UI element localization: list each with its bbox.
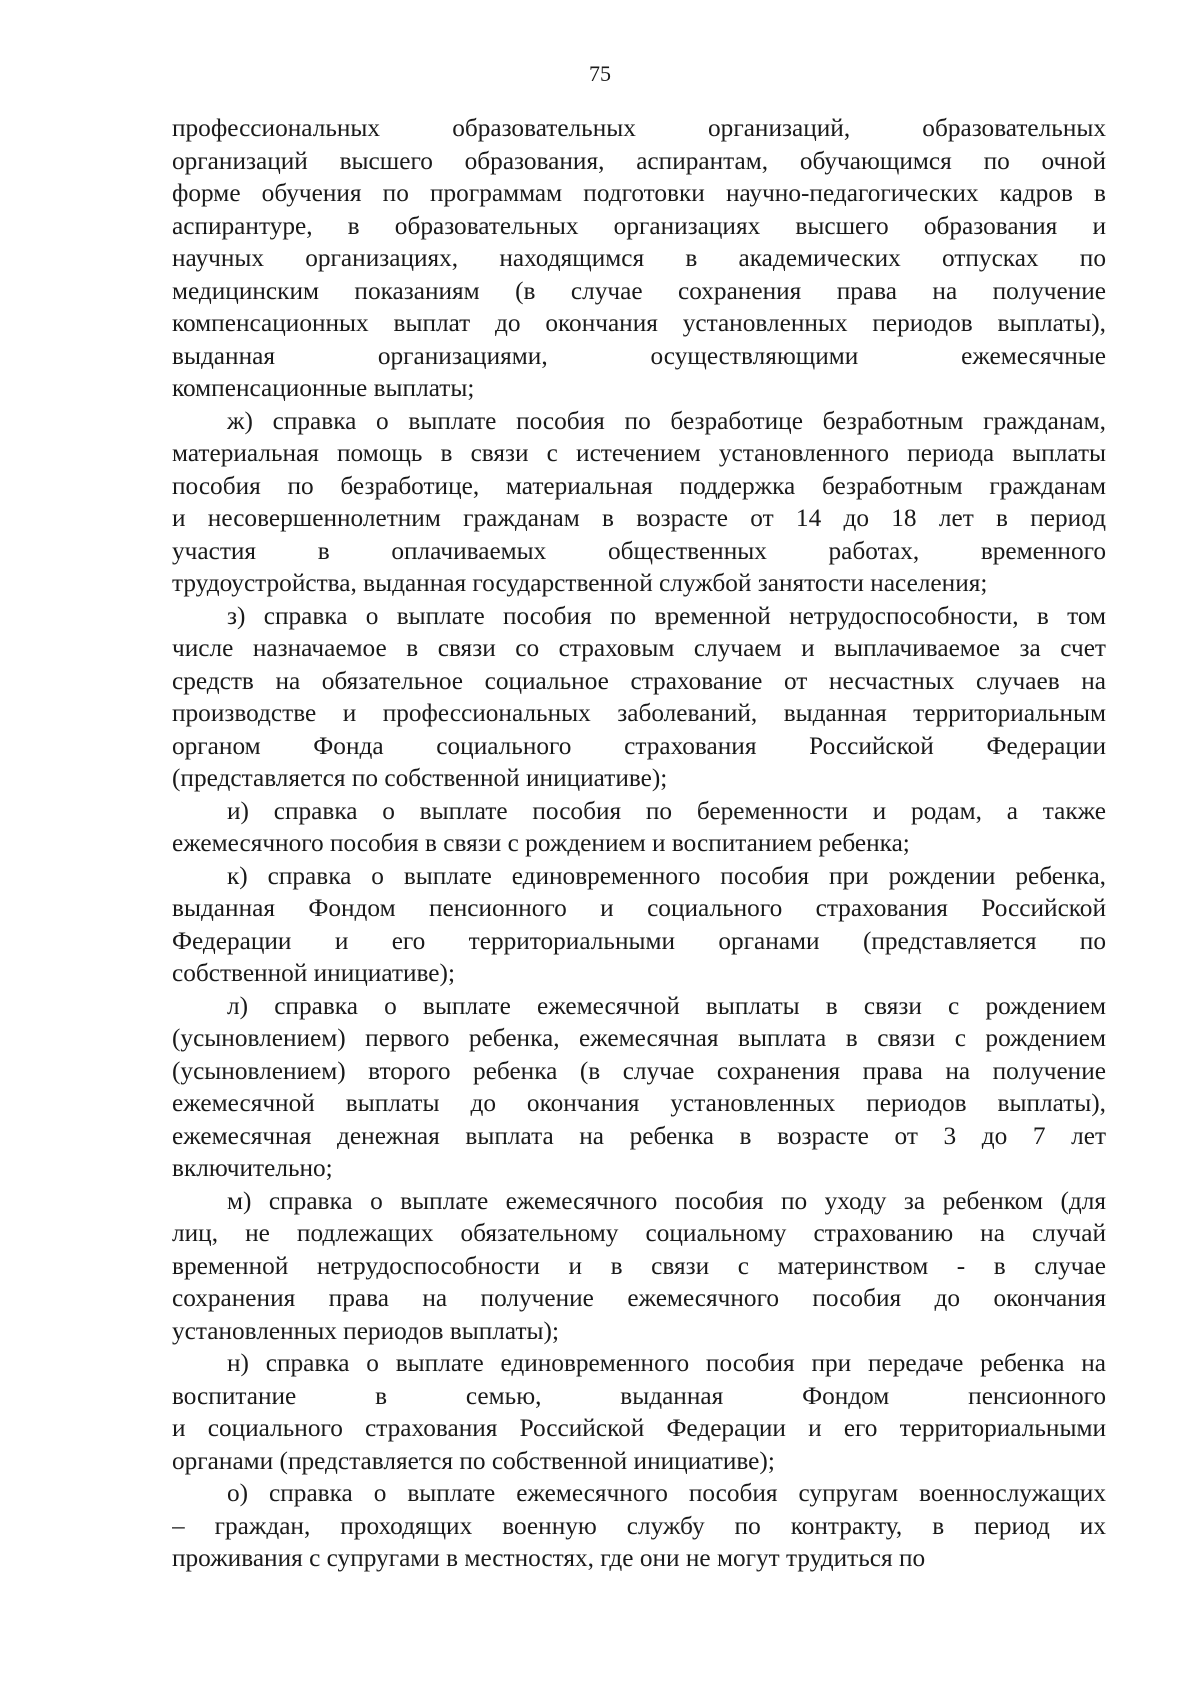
text-line: выданная организациями, осуществляющими ежемесячные	[172, 341, 1106, 370]
text-line: профессиональных образовательных организаций, образовательных	[172, 114, 1106, 142]
text-line: (усыновлением) первого ребенка, ежемесячная выплата в связи с рождением	[172, 1024, 1106, 1052]
text-line: проживания с супругами в местностях, где они не могут трудиться по	[172, 1544, 926, 1572]
text-line: ежемесячной выплаты до окончания установленных периодов выплаты),	[172, 1089, 1106, 1117]
text-line: организаций высшего образования, аспирантам, обучающимся по очной	[172, 146, 1106, 175]
text-line: м) справка о выплате ежемесячного пособия по уходу за ребенком (для	[227, 1186, 1106, 1215]
text-line: числе назначаемое в связи со страховым случаем и выплачиваемое за счет	[172, 634, 1106, 662]
text-line: медицинским показаниям (в случае сохранения права на получение	[172, 276, 1106, 305]
text-line: и социального страхования Российской Федерации и его территориальными	[172, 1414, 1106, 1442]
text-line: (представляется по собственной инициативе);	[172, 764, 668, 792]
text-line: включительно;	[172, 1154, 333, 1182]
text-line: лиц, не подлежащих обязательному социальному страхованию на случай	[172, 1219, 1106, 1247]
text-line: пособия по безработице, материальная поддержка безработным гражданам	[172, 471, 1106, 500]
paragraph-item-n	[172, 1347, 1106, 1477]
paragraph-item-z	[172, 600, 1106, 795]
text-line: н) справка о выплате единовременного пособия при передаче ребенка на	[227, 1349, 1106, 1377]
text-line: форме обучения по программам подготовки научно-педагогических кадров в	[172, 179, 1106, 207]
text-line: научных организациях, находящимся в академических отпусках по	[172, 244, 1106, 272]
text-line: средств на обязательное социальное страхование от несчастных случаев на	[172, 666, 1106, 695]
paragraph-item-o	[172, 1477, 1106, 1575]
paragraph-continuation	[172, 112, 1106, 405]
paragraph-item-zh	[172, 405, 1106, 600]
document-body	[172, 112, 1106, 1575]
text-line: з) справка о выплате пособия по временной нетрудоспособности, в том	[227, 601, 1106, 630]
text-line: (усыновлением) второго ребенка (в случае сохранения права на получение	[172, 1056, 1106, 1085]
text-line: выданная Фондом пенсионного и социального страхования Российской	[172, 894, 1106, 922]
text-line: компенсационных выплат до окончания установленных периодов выплаты),	[172, 309, 1106, 337]
text-line: собственной инициативе);	[172, 959, 455, 987]
text-line: к) справка о выплате единовременного пособия при рождении ребенка,	[227, 861, 1106, 890]
text-line: воспитание в семью, выданная Фондом пенсионного	[172, 1381, 1106, 1410]
text-line: трудоустройства, выданная государственной службой занятости населения;	[172, 569, 988, 597]
paragraph-item-k	[172, 860, 1106, 990]
text-line: Федерации и его территориальными органами (представляется по	[172, 926, 1106, 955]
text-line: компенсационные выплаты;	[172, 374, 475, 402]
text-line: – граждан, проходящих военную службу по контракту, в период их	[172, 1511, 1106, 1540]
text-line: ежемесячного пособия в связи с рождением и воспитанием ребенка;	[172, 829, 910, 857]
text-line: органами (представляется по собственной инициативе);	[172, 1446, 775, 1475]
text-line: временной нетрудоспособности и в связи с материнством - в случае	[172, 1251, 1106, 1280]
paragraph-item-i	[172, 795, 1106, 860]
page-number: 75	[589, 61, 611, 86]
text-line: ежемесячная денежная выплата на ребенка в возрасте от 3 до 7 лет	[172, 1121, 1106, 1150]
text-line: материальная помощь в связи с истечением установленного периода выплаты	[172, 439, 1106, 467]
text-line: о) справка о выплате ежемесячного пособия супругам военнослужащих	[227, 1479, 1106, 1507]
text-line: сохранения права на получение ежемесячного пособия до окончания	[172, 1284, 1106, 1312]
text-line: и) справка о выплате пособия по беременности и родам, а также	[227, 796, 1106, 825]
text-line: участия в оплачиваемых общественных работах, временного	[172, 536, 1106, 565]
paragraph-item-l	[172, 990, 1106, 1185]
paragraph-item-m	[172, 1185, 1106, 1348]
text-line: л) справка о выплате ежемесячной выплаты в связи с рождением	[227, 991, 1106, 1020]
text-line: аспирантуре, в образовательных организациях высшего образования и	[172, 211, 1106, 240]
text-line: производстве и профессиональных заболеваний, выданная территориальным	[172, 699, 1106, 727]
text-line: установленных периодов выплаты);	[172, 1316, 560, 1345]
text-line: органом Фонда социального страхования Российской Федерации	[172, 731, 1106, 760]
text-line: и несовершеннолетним гражданам в возрасте от 14 до 18 лет в период	[172, 504, 1106, 532]
text-line: ж) справка о выплате пособия по безработице безработным гражданам,	[227, 406, 1106, 435]
